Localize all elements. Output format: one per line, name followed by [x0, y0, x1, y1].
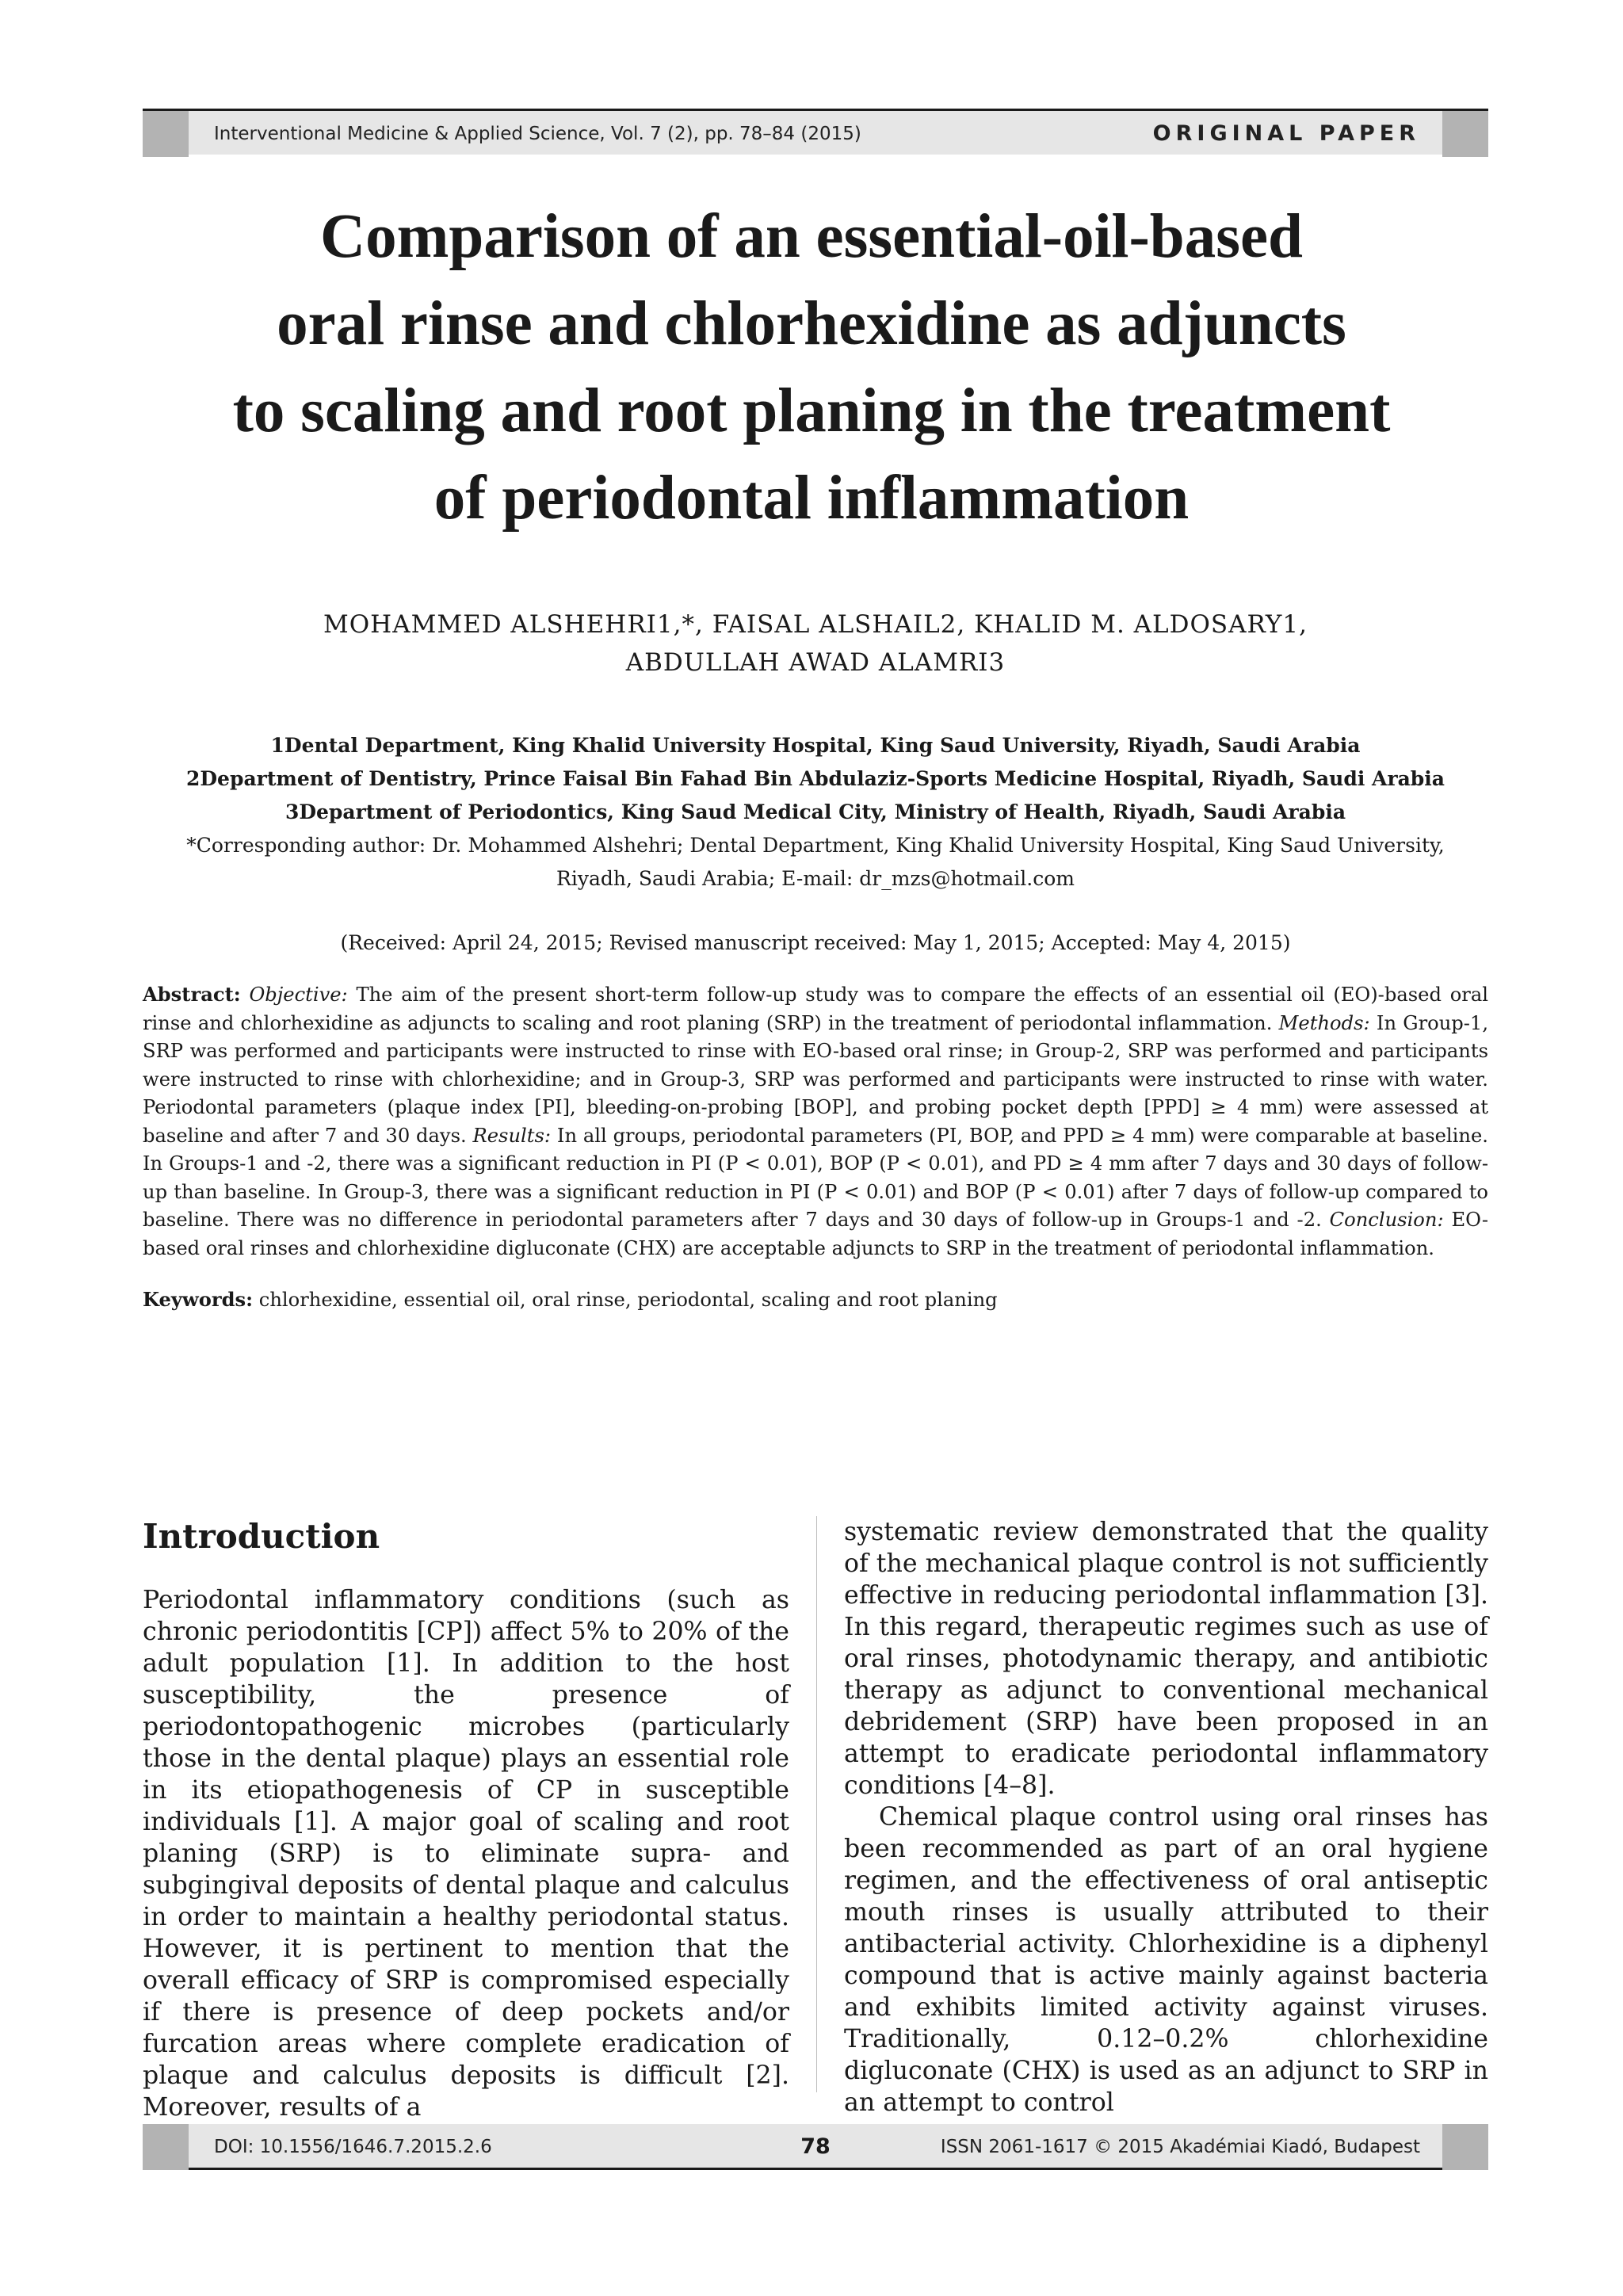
left-column — [143, 1516, 789, 2123]
objective-text: The aim of the present short-term follow-up study was to compare the effects of an essential oil (EO)-based oral rinse and chlorhexidine as adjuncts to scaling and root planing (SRP) in the treatment of periodontal inflammation. — [143, 984, 1488, 1034]
intro-paragraph: systematic review demonstrated that the quality of the mechanical plaque control is not sufficiently effective in reducing periodontal inflammation [3]. In this regard, therapeutic regimes such as use of oral rinses, photodynamic therapy, and antibiotic therapy as adjunct to conventional mechanical debridement (SRP) have been proposed in an attempt to eradicate periodontal inflammatory conditions [4–8]. — [844, 1518, 1488, 1800]
paper-title — [119, 193, 1504, 542]
title-line: oral rinse and chlorhexidine as adjuncts — [277, 289, 1346, 358]
author-line: MOHAMMED ALSHEHRI1,*, FAISAL ALSHAIL2, KHALID M. ALDOSARY1, — [323, 610, 1308, 639]
affiliation: 3Department of Periodontics, King Saud Medical City, Ministry of Health, Riyadh, Saudi Arabia — [285, 800, 1346, 823]
page-number: 78 — [800, 2134, 831, 2159]
abstract — [143, 980, 1488, 1263]
header-right-cap — [1442, 111, 1488, 157]
keywords-text: chlorhexidine, essential oil, oral rinse, periodontal, scaling and root planing — [258, 1289, 998, 1311]
column-divider — [816, 1516, 817, 2092]
title-line: to scaling and root planing in the treatment — [232, 376, 1391, 445]
title-line: Comparison of an essential-oil-based — [320, 202, 1303, 271]
header-bar — [143, 109, 1488, 155]
author-list — [143, 606, 1488, 682]
right-column — [844, 1516, 1488, 2118]
affiliation: 1Dental Department, King Khalid University Hospital, King Saud University, Riyadh, Saudi Arabia — [270, 734, 1361, 757]
methods-label: Methods: — [1278, 1011, 1370, 1034]
abstract-label: Abstract: — [143, 983, 241, 1006]
corresponding-author: *Corresponding author: Dr. Mohammed Alshehri; Dental Department, King Khalid University Hospital, King Saud University, — [186, 834, 1445, 857]
introduction-heading: Introduction — [143, 1517, 380, 1556]
conclusion-text: EO-based oral rinses and chlorhexidine digluconate (CHX) are acceptable adjuncts to SRP in the treatment of periodontal inflammation. — [143, 1209, 1488, 1259]
title-line: of periodontal inflammation — [433, 464, 1190, 533]
footer-bar — [143, 2124, 1488, 2170]
footer-right-cap — [1442, 2124, 1488, 2170]
paper-type-label: ORIGINAL PAPER — [1152, 121, 1420, 146]
intro-paragraph: Periodontal inflammatory conditions (such as chronic periodontitis [CP]) affect 5% to 20% of the adult population [1]. In addition to the host susceptibility, the presence of periodontopathogenic microbes (particularly those in the dental plaque) plays an essential role in its etiopathogenesis of CP in susceptible individuals [1]. A major goal of scaling and root planing (SRP) is to eliminate supra- and subgingival deposits of dental plaque and calculus in order to maintain a healthy periodontal status. However, it is pertinent to mention that the overall efficacy of SRP is compromised especially if there is presence of deep pockets and/or furcation areas where complete eradication of plaque and calculus deposits is difficult [2]. Moreover, results of a — [143, 1586, 789, 2122]
doi-link[interactable]: DOI: 10.1556/1646.7.2015.2.6 — [214, 2137, 492, 2157]
intro-paragraph: Chemical plaque control using oral rinses has been recommended as part of an oral hygiene regimen, and the effectiveness of oral antiseptic mouth rinses is usually attributed to their antibacterial activity. Chlorhexidine is a diphenyl compound that is active mainly against bacteria and exhibits limited activity against viruses. Traditionally, 0.12–0.2% chlorhexidine digluconate (CHX) is used as an adjunct to SRP in an attempt to control — [844, 1803, 1488, 2117]
keywords-label: Keywords: — [143, 1288, 254, 1311]
author-line: ABDULLAH AWAD ALAMRI3 — [625, 648, 1006, 677]
objective-label: Objective: — [249, 984, 348, 1006]
header-left-cap — [143, 111, 189, 157]
issn-copyright: ISSN 2061-1617 © 2015 Akadémiai Kiadó, Budapest — [940, 2137, 1420, 2157]
keywords — [143, 1286, 1488, 1315]
results-text: In all groups, periodontal parameters (PI, BOP, and PPD ≥ 4 mm) were comparable at baseline. In Groups-1 and -2, there was a significant reduction in PI (P < 0.01), BOP (P < 0.01), and PD ≥ 4 mm after 7 days and 30 days of follow-up than baseline. In Group-3, there was a significant reduction in PI (P < 0.01) and BOP (P < 0.01) after 7 days of follow-up compared to baseline. There was no difference in periodontal parameters after 7 days and 30 days of follow-up in Groups-1 and -2. — [143, 1124, 1488, 1231]
affiliation: 2Department of Dentistry, Prince Faisal Bin Fahad Bin Abdulaziz-Sports Medicine Hospital, Riyadh, Saudi Arabia — [185, 767, 1445, 790]
submission-dates: (Received: April 24, 2015; Revised manuscript received: May 1, 2015; Accepted: May 4, 2015) — [340, 931, 1291, 954]
results-label: Results: — [472, 1124, 552, 1147]
corresponding-author-address: Riyadh, Saudi Arabia; E-mail: dr_mzs@hotmail.com — [556, 867, 1075, 890]
journal-citation: Interventional Medicine & Applied Science, Vol. 7 (2), pp. 78–84 (2015) — [214, 124, 861, 144]
affiliations — [143, 729, 1488, 896]
methods-text: In Group-1, SRP was performed and participants were instructed to rinse with EO-based oral rinse; in Group-2, SRP was performed and participants were instructed to rinse with chlorhexidine; and in Group-3, SRP was performed and participants were instructed to rinse with water. Periodontal parameters (plaque index [PI], bleeding-on-probing [BOP], and probing pocket depth [PPD] ≥ 4 mm) were assessed at baseline and after 7 and 30 days. — [143, 1011, 1489, 1147]
conclusion-label: Conclusion: — [1329, 1209, 1444, 1231]
